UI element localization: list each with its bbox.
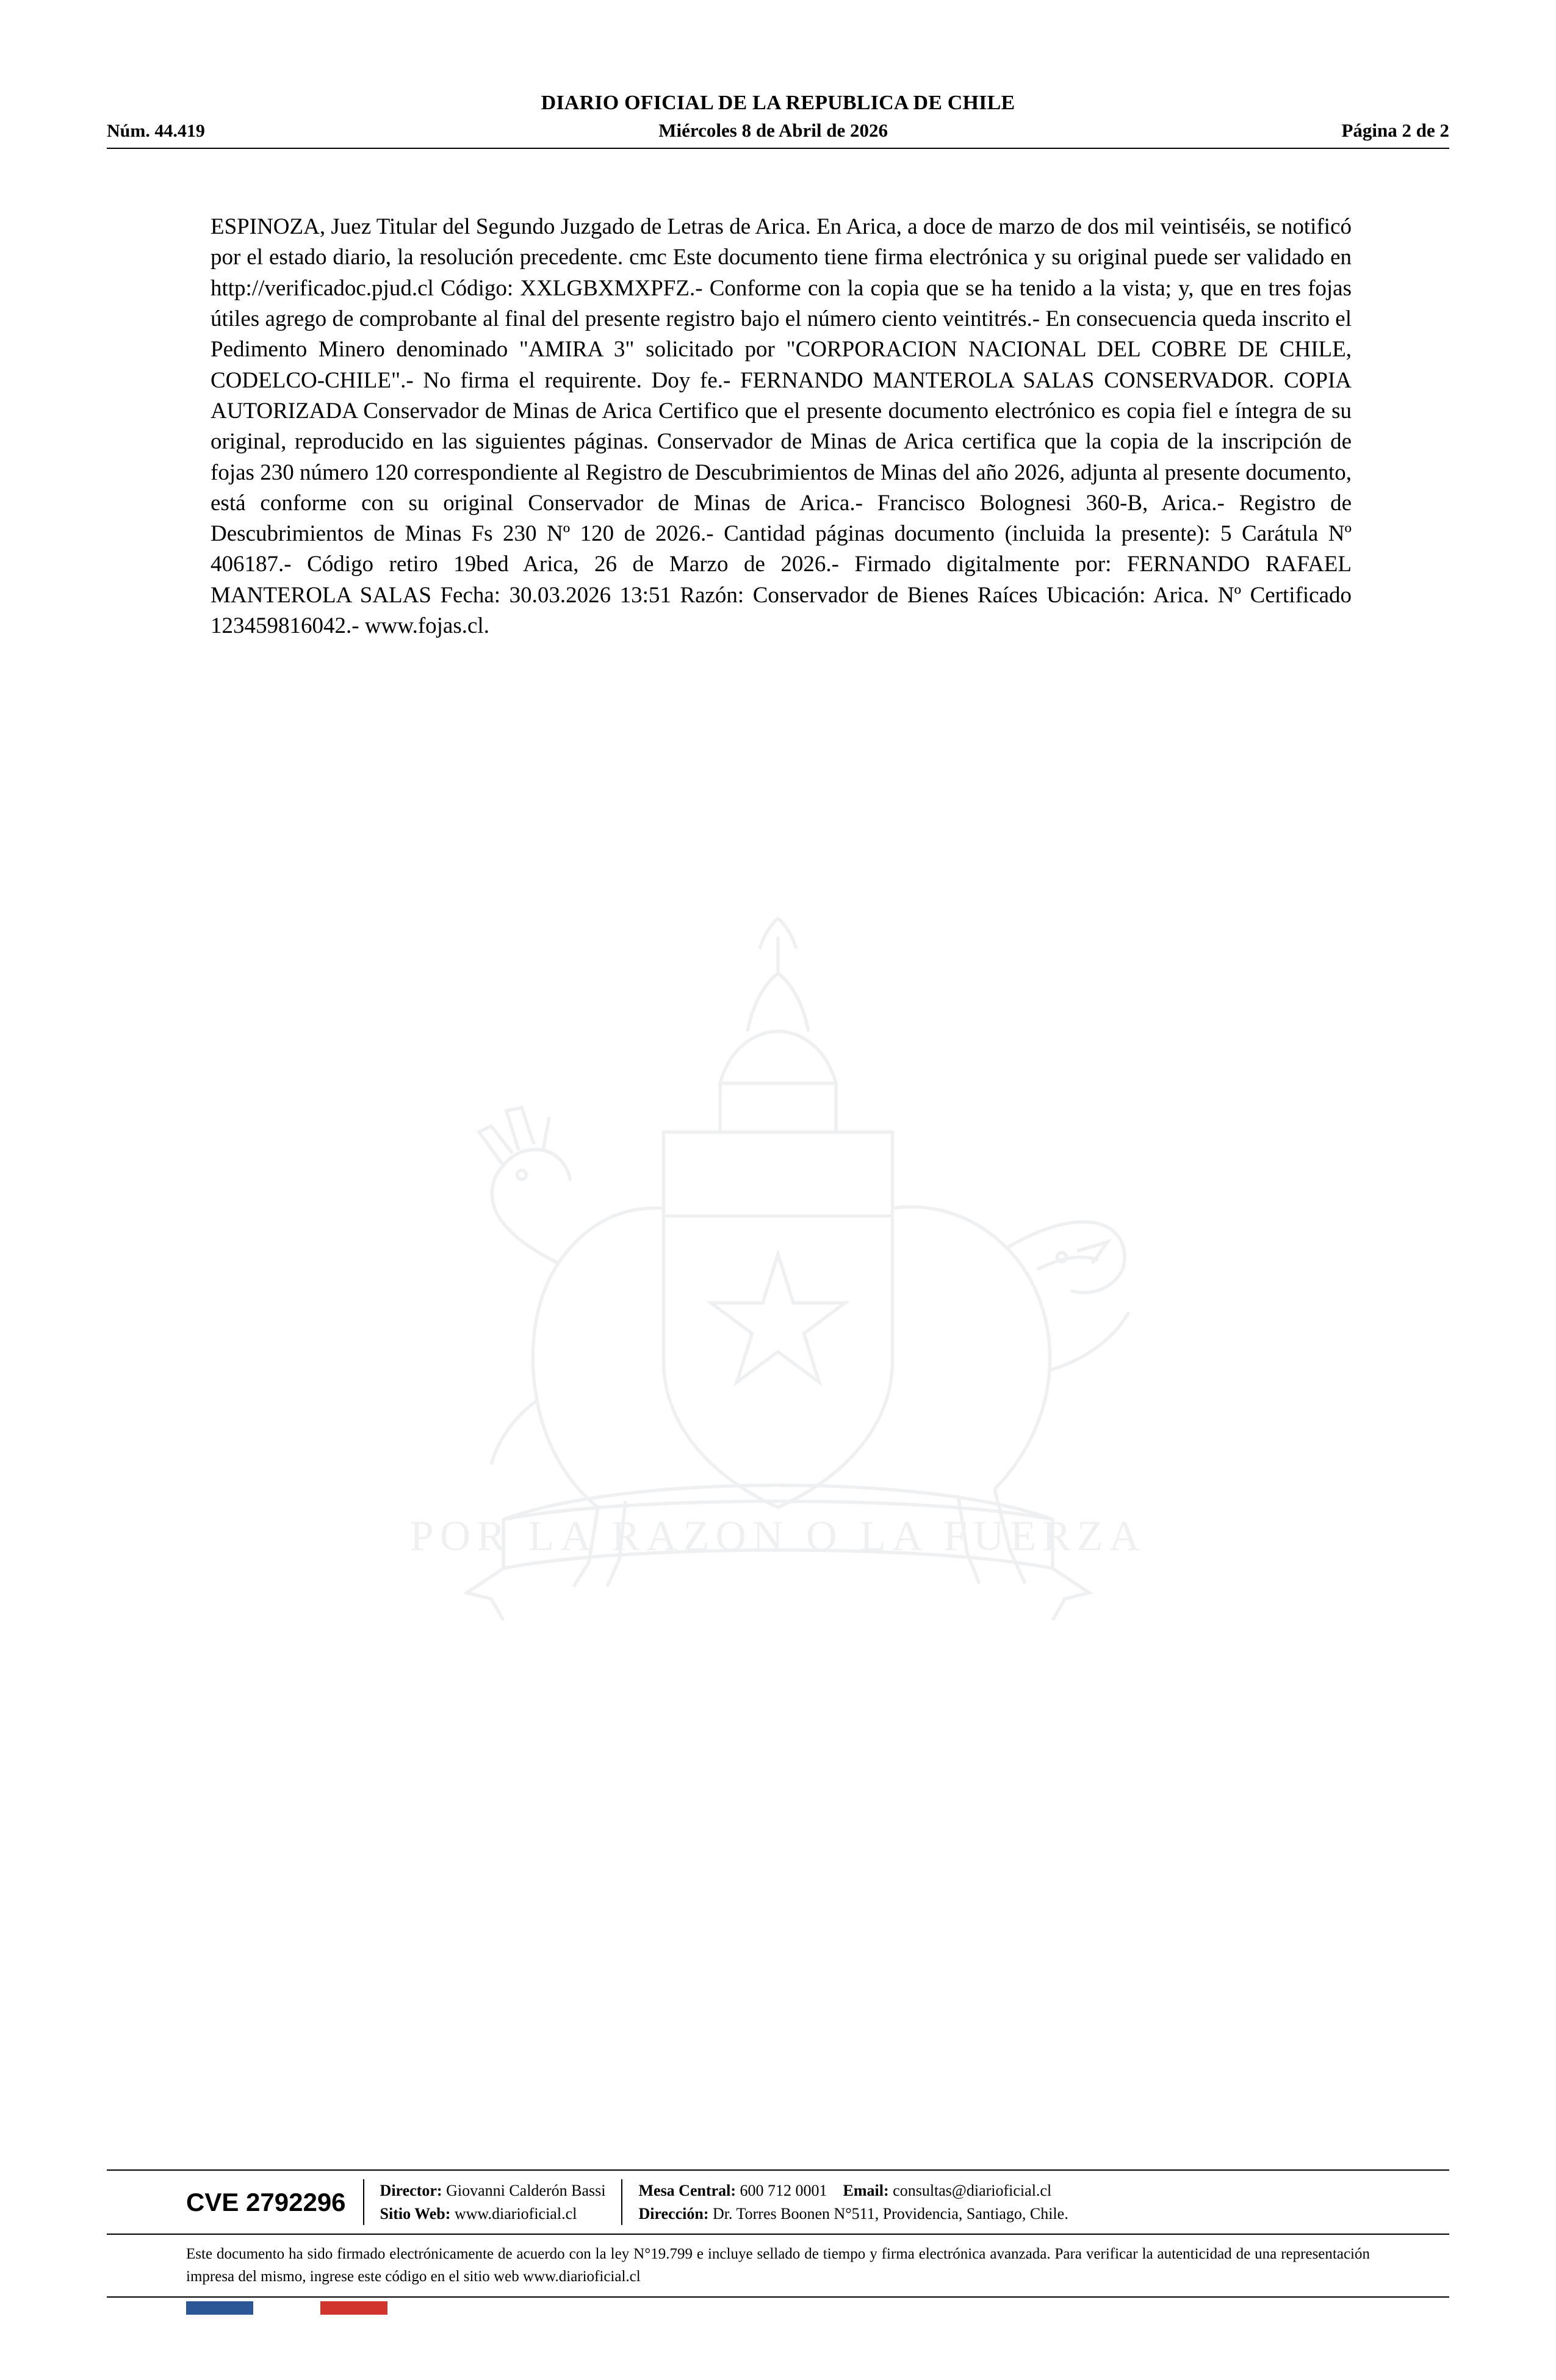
site-value[interactable]: www.diarioficial.cl [454, 2204, 577, 2223]
mesa-value: 600 712 0001 [740, 2182, 827, 2199]
coat-of-arms-watermark [320, 903, 1236, 1635]
email-label: Email: [843, 2182, 889, 2199]
coat-of-arms-motto: POR LA RAZON O LA FUERZA [409, 1513, 1147, 1560]
page-footer [107, 2169, 1449, 2315]
issue-number: Núm. 44.419 [107, 121, 205, 141]
chile-flag-bar [186, 2301, 387, 2315]
flag-white-stripe [253, 2301, 320, 2315]
flag-red-stripe [320, 2301, 387, 2315]
header-divider [107, 148, 1449, 149]
footer-director-column [363, 2179, 622, 2225]
mesa-label: Mesa Central: [638, 2182, 737, 2199]
body-paragraph: ESPINOZA, Juez Titular del Segundo Juzgado de Letras de Arica. En Arica, a doce de marzo de dos mil veintiséis, se notificó por el estado diario, la resolución precedente. cmc Este documento tiene firma electrónica y su original puede ser validado en http://verificadoc.pjud.cl Código: XXLGBXMXPFZ.- Conforme con la copia que se ha tenido a la vista; y, que en tres fojas útiles agrego de comprobante al final del presente registro bajo el número ciento veintitrés.- En consecuencia queda inscrito el Pedimento Minero denominado "AMIRA 3" solicitado por "CORPORACION NACIONAL DEL COBRE DE CHILE, CODELCO-CHILE".- No firma el requirente. Doy fe.- FERNANDO MANTEROLA SALAS CONSERVADOR. COPIA AUTORIZADA Conservador de Minas de Arica Certifico que el presente documento electrónico es copia fiel e íntegra de su original, reproducido en las siguientes páginas. Conservador de Minas de Arica certifica que la copia de la inscripción de fojas 230 número 120 correspondiente al Registro de Descubrimientos de Minas del año 2026, adjunta al presente documento, está conforme con su original Conservador de Minas de Arica.- Francisco Bolognesi 360-B, Arica.- Registro de Descubrimientos de Minas Fs 230 Nº 120 de 2026.- Cantidad páginas documento (incluida la presente): 5 Carátula Nº 406187.- Código retiro 19bed Arica, 26 de Marzo de 2026.- Firmado digitalmente por: FERNANDO RAFAEL MANTEROLA SALAS Fecha: 30.03.2026 13:51 Razón: Conservador de Bienes Raíces Ubicación: Arica. Nº Certificado 123459816042.- www.fojas.cl. [211, 214, 1352, 639]
page-number: Página 2 de 2 [1341, 120, 1449, 141]
footer-divider-bottom [107, 2296, 1449, 2298]
director-line [380, 2179, 606, 2202]
site-label: Sitio Web: [380, 2204, 451, 2223]
director-value: Giovanni Calderón Bassi [446, 2182, 606, 2199]
director-label: Director: [380, 2182, 442, 2199]
footer-main-row [107, 2171, 1449, 2234]
header-meta-row [107, 120, 1449, 142]
cve-code: CVE 2792296 [186, 2187, 346, 2216]
email-value[interactable]: consultas@diarioficial.cl [893, 2182, 1052, 2199]
flag-blue-stripe [186, 2301, 253, 2315]
direccion-value: Dr. Torres Boonen N°511, Providencia, Santiago, Chile. [713, 2204, 1068, 2223]
electronic-signature-note: Este documento ha sido firmado electrónicamente de acuerdo con la ley N°19.799 e incluye sellado de tiempo y firma electrónica avanzada. Para verificar la autenticidad de una representación impresa del mismo, ingrese este código en el sitio web www.diarioficial.cl [186, 2246, 1370, 2285]
publication-title: DIARIO OFICIAL DE LA REPUBLICA DE CHILE [541, 92, 1015, 114]
mesa-line [638, 2179, 1068, 2202]
direccion-label: Dirección: [638, 2204, 709, 2223]
site-line [380, 2202, 606, 2226]
page-header [107, 92, 1449, 149]
document-content [211, 189, 1352, 664]
direccion-line [638, 2202, 1068, 2226]
footer-contact-column [621, 2179, 1084, 2225]
issue-date: Miércoles 8 de Abril de 2026 [658, 120, 888, 141]
